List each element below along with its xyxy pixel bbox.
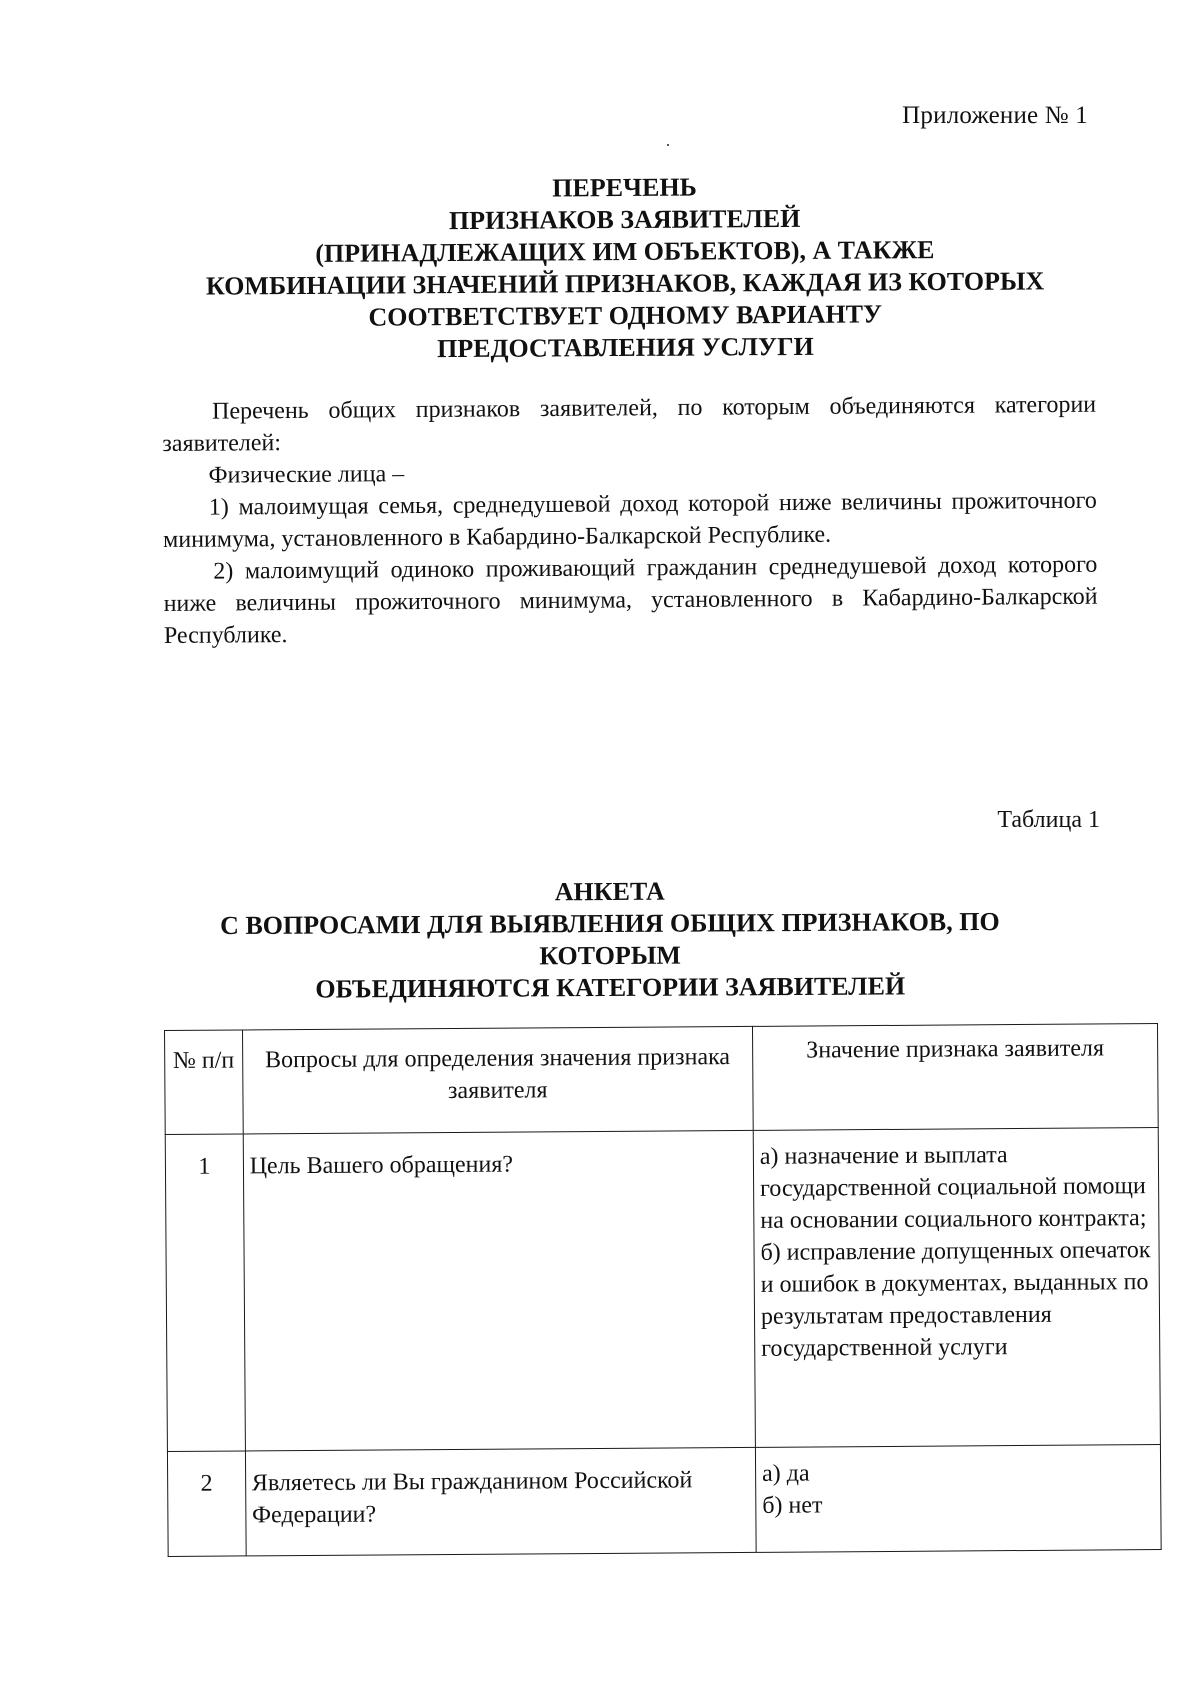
- value-option: б) исправление допущенных опечаток и ошибок в документах, выданных по результатам предоставления государственной услуги: [760, 1237, 1151, 1362]
- appendix-label: Приложение № 1: [902, 102, 1088, 129]
- list-title-line: ПРЕДОСТАВЛЕНИЯ УСЛУГИ: [437, 331, 814, 364]
- body-text: [162, 389, 1098, 652]
- row-question: Цель Вашего обращения?: [243, 1130, 755, 1451]
- list-title-line: ПЕРЕЧЕНЬ: [552, 172, 697, 203]
- row-values: [753, 1128, 1160, 1448]
- questionnaire-title-line: ОБЪЕДИНЯЮТСЯ КАТЕГОРИИ ЗАЯВИТЕЛЕЙ: [315, 971, 906, 1004]
- row-question: Являетесь ли Вы гражданином Российской Федерации?: [245, 1447, 756, 1556]
- criterion-item-2: 2) малоимущий одиноко проживающий гражданин среднедушевой доход которого ниже величины прожиточного минимума, установленного в Кабардино-Балкарской Республике.: [163, 551, 1098, 649]
- questionnaire-table: [164, 1023, 1162, 1557]
- value-option: а) да: [761, 1460, 810, 1487]
- value-option: а) назначение и выплата государственной социальной помощи на основании социального контракта;: [759, 1142, 1147, 1234]
- questionnaire-title: [180, 874, 1041, 1007]
- questionnaire-title-line: С ВОПРОСАМИ ДЛЯ ВЫЯВЛЕНИЯ ОБЩИХ ПРИЗНАКОВ, ПО: [220, 906, 1000, 941]
- list-title-line: КОМБИНАЦИИ ЗНАЧЕНИЙ ПРИЗНАКОВ, КАЖДАЯ ИЗ КОТОРЫХ: [205, 266, 1045, 301]
- header-value: Значение признака заявителя: [752, 1024, 1158, 1131]
- intro-paragraph: Перечень общих признаков заявителей, по которым объединяются категории заявителей:: [162, 391, 1097, 457]
- header-question: Вопросы для определения значения признака заявителя: [242, 1026, 753, 1134]
- table-label: Таблица 1: [997, 807, 1100, 833]
- questionnaire-table-wrap: [164, 1023, 1162, 1557]
- row-num: 1: [165, 1134, 245, 1452]
- value-option: б) нет: [762, 1492, 823, 1519]
- scan-speck: [667, 144, 669, 146]
- table-row: [165, 1128, 1160, 1452]
- physical-persons-label: Физические лица –: [208, 461, 405, 489]
- questionnaire-title-line: АНКЕТА: [554, 876, 665, 907]
- list-title: [119, 169, 1130, 367]
- row-values: [755, 1445, 1161, 1553]
- list-title-line: ПРИЗНАКОВ ЗАЯВИТЕЛЕЙ: [448, 203, 801, 236]
- list-title-line: (ПРИНАДЛЕЖАЩИХ ИМ ОБЪЕКТОВ), А ТАКЖЕ: [315, 235, 935, 268]
- header-num: № п/п: [165, 1030, 243, 1135]
- criterion-item-1: 1) малоимущая семья, среднедушевой доход которой ниже величины прожиточного минимума, установленного в Кабардино-Балкарской Республике.: [163, 487, 1097, 553]
- row-num: 2: [167, 1451, 245, 1557]
- table-row: [167, 1445, 1161, 1557]
- list-title-line: СООТВЕТСТВУЕТ ОДНОМУ ВАРИАНТУ: [368, 299, 883, 332]
- questionnaire-title-line: КОТОРЫМ: [539, 940, 681, 971]
- table-header-row: [165, 1024, 1159, 1135]
